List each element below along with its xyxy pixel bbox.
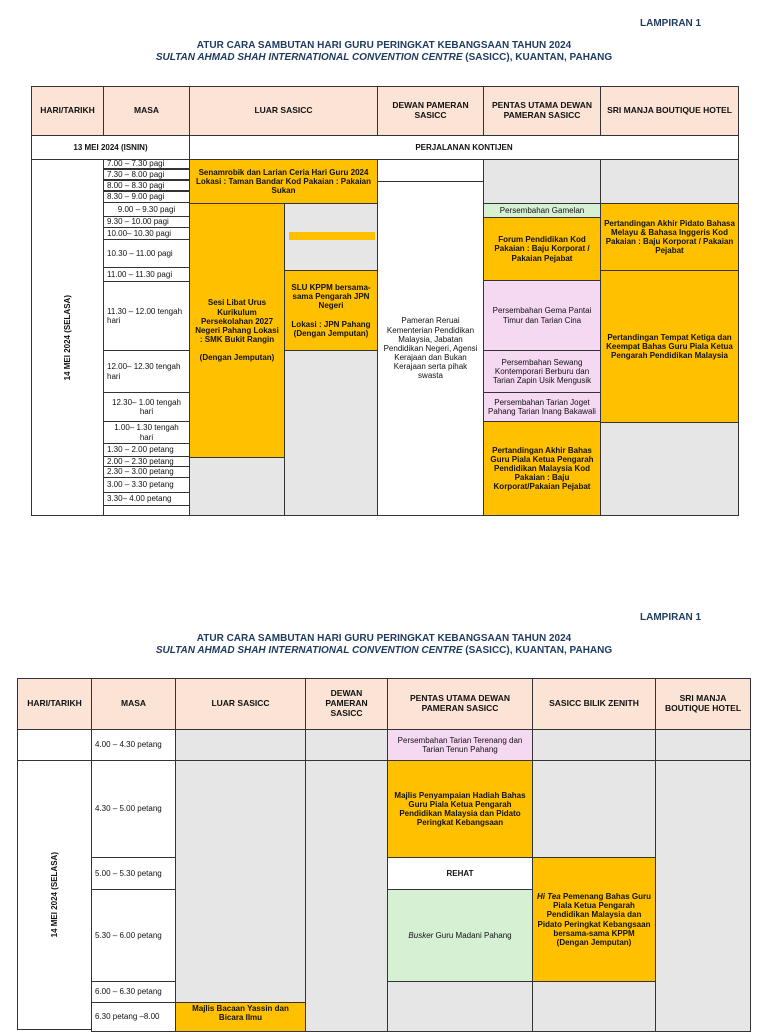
hadiah-event: Majlis Penyampaian Hadiah Bahas Guru Piala Ketua Pengarah Pendidikan Malaysia dan Pidato Peringkat Kebangsaan <box>387 760 533 858</box>
empty-cell <box>189 457 285 516</box>
empty-cell <box>655 729 751 761</box>
akhir-pidato-event: Pertandingan Akhir Pidato Bahasa Melayu & Bahasa Inggeris Kod Pakaian : Baju Korporat / Pakaian Pejabat <box>600 203 739 271</box>
time-slot: 10.30 – 11.00 pagi <box>103 239 190 268</box>
header-dewan: DEWAN PAMERAN SASICC <box>305 678 388 730</box>
empty-cell <box>175 729 306 761</box>
empty-cell <box>305 729 388 761</box>
gema-event: Persembahan Gema Pantai Timur dan Tarian Cina <box>483 280 601 351</box>
day1-event: PERJALANAN KONTIJEN <box>189 135 739 160</box>
time-slot: 4.00 – 4.30 petang <box>91 729 176 761</box>
time-slot: 7.30 – 8.00 pagi <box>103 169 190 180</box>
time-slot: 8.00 – 8.30 pagi <box>103 180 190 191</box>
time-slot: 3.00 – 3.30 petang <box>103 477 190 493</box>
time-slot: 12.00– 12.30 tengah hari <box>103 350 190 393</box>
header-pentas: PENTAS UTAMA DEWAN PAMERAN SASICC <box>387 678 533 730</box>
time-slot: 5.30 – 6.00 petang <box>91 889 176 982</box>
gamelan-event: Persembahan Gamelan <box>483 203 601 218</box>
header-srimanja: SRI MANJA BOUTIQUE HOTEL <box>600 86 739 136</box>
hitea-event: Hi Tea Pemenang Bahas Guru Piala Ketua Pengarah Pendidikan Malaysia dan Pidato Peringkat Kebangsaan bersama-sama KPPM (Dengan Jemputan) <box>532 857 656 982</box>
header-zenith: SASICC BILIK ZENITH <box>532 678 656 730</box>
ketiga-keempat-event: Pertandingan Tempat Ketiga dan Keempat Bahas Guru Piala Ketua Pengarah Pendidikan Malaysia <box>600 270 739 423</box>
time-slot: 11.30 – 12.00 tengah hari <box>103 281 190 351</box>
time-slot: 12.30– 1.00 tengah hari <box>103 392 190 422</box>
time-slot: 6.00 – 6.30 petang <box>91 981 176 1003</box>
time-slot: 10.00– 10.30 pagi <box>103 227 190 240</box>
header-pentas: PENTAS UTAMA DEWAN PAMERAN SASICC <box>483 86 601 136</box>
day-date: 14 MEI 2024 (SELASA) <box>49 852 59 938</box>
time-slot: 9.00 – 9.30 pagi <box>103 202 190 217</box>
page-title: ATUR CARA SAMBUTAN HARI GURU PERINGKAT KEBANGSAAN TAHUN 2024 <box>196 40 572 51</box>
page-title: ATUR CARA SAMBUTAN HARI GURU PERINGKAT KEBANGSAAN TAHUN 2024 <box>196 633 572 644</box>
empty-cell <box>17 729 92 761</box>
time-slot: 11.00 – 11.30 pagi <box>103 267 190 282</box>
slu-kppm-event: SLU KPPM bersama-sama Pengarah JPN Negeri Lokasi : JPN Pahang (Dengan Jemputan) <box>284 270 378 351</box>
sesi-libat-event: Sesi Libat Urus Kurikulum Persekolahan 2027 Negeri Pahang Lokasi : SMK Bukit Rangin (Dengan Jemputan) <box>189 203 285 458</box>
header-dewan: DEWAN PAMERAN SASICC <box>377 86 484 136</box>
lampiran-label: LAMPIRAN 1 <box>640 18 702 29</box>
sewang-event: Persembahan Sewang Kontemporari Berburu dan Tarian Zapin Usik Mengusik <box>483 350 601 393</box>
empty-cell <box>532 729 656 761</box>
day1-date: 13 MEI 2024 (ISNIN) <box>31 135 190 160</box>
pameran-reruai-event: Pameran Reruai Kementerian Pendidikan Malaysia, Jabatan Pendidikan Negeri, Agensi Kerajaan dan Bukan Kerajaan serta pihak swasta <box>377 181 484 516</box>
time-slot: 5.00 – 5.30 petang <box>91 857 176 890</box>
header-masa: MASA <box>91 678 176 730</box>
time-slot: 9.30 – 10.00 pagi <box>103 216 190 228</box>
time-slot: 2.30 – 3.00 petang <box>103 466 190 478</box>
time-slot: 7.00 – 7.30 pagi <box>103 159 190 169</box>
empty-cell <box>483 159 601 204</box>
time-slot: 2.00 – 2.30 petang <box>103 456 190 467</box>
empty-cell <box>600 159 739 204</box>
empty-cell <box>284 350 378 516</box>
empty-cell <box>377 159 484 182</box>
header-luar: LUAR SASICC <box>189 86 378 136</box>
day2-date: 14 MEI 2024 (SELASA) <box>62 294 72 381</box>
senamrobik-event: Senamrobik dan Larian Ceria Hari Guru 2024 Lokasi : Taman Bandar Kod Pakaian : Pakaian Sukan <box>189 159 378 204</box>
page-subtitle: SULTAN AHMAD SHAH INTERNATIONAL CONVENTION CENTRE (SASICC), KUANTAN, PAHANG <box>155 645 613 656</box>
time-slot: 1.00– 1.30 tengah hari <box>103 421 190 444</box>
time-slot: 6.30 petang –8.00 <box>91 1002 176 1032</box>
time-slot: 3.30– 4.00 petang <box>103 492 190 506</box>
day-date-cell <box>17 760 92 1030</box>
empty-cell <box>600 422 739 516</box>
rehat-event: REHAT <box>387 857 533 890</box>
time-slot: 4.30 – 5.00 petang <box>91 760 176 858</box>
busker-event: Busker Guru Madani Pahang <box>387 889 533 982</box>
header-srimanja: SRI MANJA BOUTIQUE HOTEL <box>655 678 751 730</box>
terenang-event: Persembahan Tarian Terenang dan Tarian Tenun Pahang <box>387 729 533 761</box>
day2-date-cell <box>31 159 104 516</box>
header-hari: HARI/TARIKH <box>17 678 92 730</box>
header-masa: MASA <box>103 86 190 136</box>
time-slot: 1.30 – 2.00 petang <box>103 443 190 457</box>
yassin-event: Majlis Bacaan Yassin dan Bicara Ilmu <box>175 1002 306 1032</box>
empty-cell <box>655 760 751 1032</box>
akhir-bahas-event: Pertandingan Akhir Bahas Guru Piala Ketua Pengarah Pendidikan Malaysia Kod Pakaian : Baju Korporat/Pakaian Pejabat <box>483 421 601 516</box>
forum-event: Forum Pendidikan Kod Pakaian : Baju Korporat / Pakaian Pejabat <box>483 217 601 281</box>
empty-cell <box>175 760 306 1003</box>
empty-cell <box>532 760 656 858</box>
empty-cell <box>305 760 388 1032</box>
header-hari: HARI/TARIKH <box>31 86 104 136</box>
time-slot-empty <box>103 505 190 516</box>
lampiran-label: LAMPIRAN 1 <box>640 612 702 623</box>
page-subtitle: SULTAN AHMAD SHAH INTERNATIONAL CONVENTION CENTRE (SASICC), KUANTAN, PAHANG <box>155 52 613 63</box>
empty-cell <box>532 981 656 1032</box>
empty-cell <box>387 981 533 1032</box>
time-slot: 8.30 – 9.00 pagi <box>103 191 190 203</box>
highlight-bar <box>289 232 375 240</box>
header-luar: LUAR SASICC <box>175 678 306 730</box>
joget-event: Persembahan Tarian Joget Pahang Tarian Inang Bakawali <box>483 392 601 422</box>
